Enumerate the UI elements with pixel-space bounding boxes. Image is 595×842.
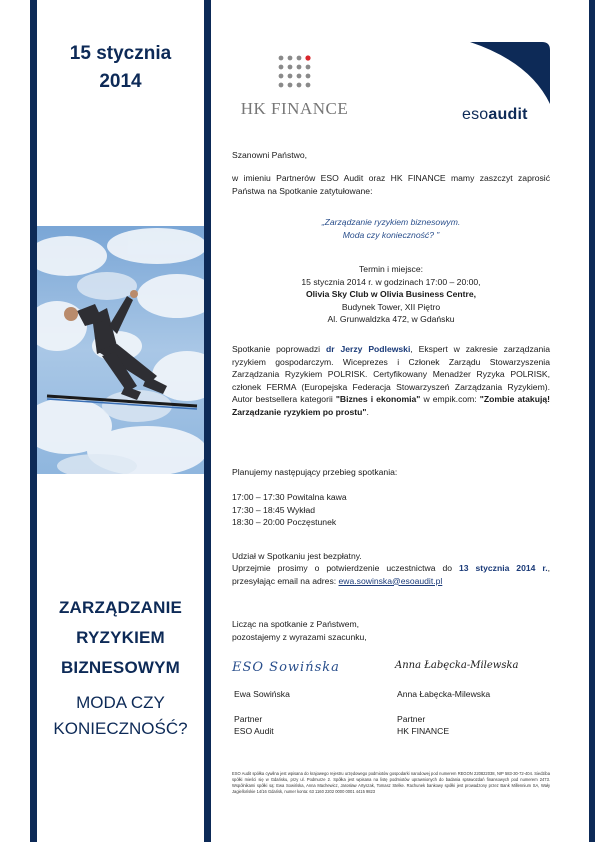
signatory-anna [397,688,490,738]
event-date [37,40,204,96]
speaker-prefix: Spotkanie poprowadzi [232,344,326,354]
event-address: Al. Grunwaldzka 472, w Gdańsku [327,314,455,324]
signatory-company: ESO Audit [234,726,274,736]
event-time: 15 stycznia 2014 r. w godzinach 17:00 – 20:00, [301,276,481,287]
speaker-name: dr Jerzy Podlewski [325,344,411,354]
eso-audit-wordmark-eso: eso [462,106,489,123]
signature-ewa-sowinska: ESO Sowińska [232,660,340,675]
agenda-label: Planujemy następujący przebieg spotkania: [232,467,398,477]
legal-footer: ESO Audit spółka cywilna jest wpisana do krajowego rejestru urzędowego podmiotów gospodarki narodowej pod numerem REGON 220822038, NIP 583-30-72-404. Siedziba spółki mieści się w Gdańsku, przy ul. Podmurze 2. Spółka jest wpisana na listę podmiotów uprawnionych do badania sprawozdań finansowych pod numerem 2473. Wspólnikami spółki są: Ewa Sowińska, Anna Machewicz, Jarosław Artyszak, Tomasz Stelke. Rachunek bankowy spółki jest prowadzony przez Bank Millennium SA, Wały Jagiellońskie 14/16 Gdańsk, numer konta: 63 1160 2202 0000 0001 4415 9823 [232,771,550,794]
event-building: Budynek Tower, XII Piętro [341,301,441,312]
letter-greeting: Szanowni Państwo, [232,150,307,160]
sidebar-divider-bar [204,0,211,842]
letter-intro: w imieniu Partnerów ESO Audit oraz HK FINANCE mamy zaszczyt zaprosić Państwa na Spotkanie zatytułowane: [232,173,550,196]
book-end: . [366,406,369,417]
event-title [232,216,550,241]
hk-finance-dots-icon [278,55,312,89]
closing-line: pozostajemy z wyrazami szacunku, [232,631,367,642]
signature-anna-labecka-milewska: Anna Łabęcka-Milewska [395,660,519,671]
event-title-line: „Zarządzanie ryzykiem biznesowym. [321,217,461,227]
sidebar-topic-title-line: RYZYKIEM [76,628,165,647]
book-mid: w empik.com: [420,394,480,404]
book-category: "Biznes i ekonomia" [335,394,421,404]
signatory-role: Partner [234,713,263,724]
signatory-name: Ewa Sowińska [234,689,290,699]
book-title: "Zombie atakują! Zarządzanie ryzykiem po prostu" [232,394,550,417]
rsvp-email-link[interactable]: ewa.sowinska@esoaudit.pl [338,575,443,586]
sidebar-topic-title-line: BIZNESOWYM [60,658,181,677]
hk-finance-logo [232,55,357,125]
left-border-bar [30,0,37,842]
sidebar-topic-subtitle-line: KONIECZNOŚĆ? [53,719,188,738]
closing [232,618,550,643]
free-participation: Udział w Spotkaniu jest bezpłatny. [232,551,362,561]
rsvp-paragraph [232,562,550,587]
agenda-list [232,491,550,529]
rsvp-prefix: Uprzejmie prosimy o potwierdzenie uczestnictwa do [232,563,459,573]
signatory-ewa [234,688,290,738]
sidebar-topic-title [37,593,204,683]
signatory-name: Anna Łabęcka-Milewska [397,689,491,699]
signatory-company: HK FINANCE [397,726,450,736]
agenda-item: 17:00 – 17:30 Powitalna kawa [232,492,347,502]
event-when-where [232,263,550,326]
event-date-day: 15 stycznia [69,43,172,64]
sidebar-topic-subtitle [37,690,204,742]
sidebar-topic-subtitle-line: MODA CZY [76,693,165,712]
event-date-year: 2014 [99,71,142,92]
hk-finance-wordmark: HK FINANCE [240,99,349,118]
businessman-on-clouds-photo [37,226,204,474]
rsvp-mid: , przesyłając email na adres: [232,563,550,586]
speaker-paragraph [232,343,550,418]
event-venue: Olivia Sky Club w Olivia Business Centre, [305,289,477,299]
eso-audit-wordmark [462,106,528,124]
when-where-label: Termin i miejsce: [359,264,423,274]
speaker-bio: , Ekspert w zakresie zarządzania ryzykiem gospodarczym. Wiceprezes i Członek Zarządu Stowarzyszenia Zarządzania Ryzykiem POLRISK. Certyfikowany Menadżer Ryzyka POLRISK, członek FERMA (Europejska Federacja Stowarzyszeń Zarządzania Ryzykiem). Autor bestsellera kategorii [232,344,550,404]
rsvp-deadline: 13 stycznia 2014 r. [458,563,548,573]
sidebar-topic-title-line: ZARZĄDZANIE [58,598,183,617]
signatory-role: Partner [397,713,426,724]
event-title-line: Moda czy konieczność? ” [342,229,440,240]
agenda-item: 17:30 – 18:45 Wykład [232,504,316,515]
eso-audit-wordmark-audit: audit [488,106,528,123]
right-border-bar [589,0,595,842]
closing-line: Licząc na spotkanie z Państwem, [232,619,360,629]
agenda-item: 18:30 – 20:00 Poczęstunek [232,517,337,527]
